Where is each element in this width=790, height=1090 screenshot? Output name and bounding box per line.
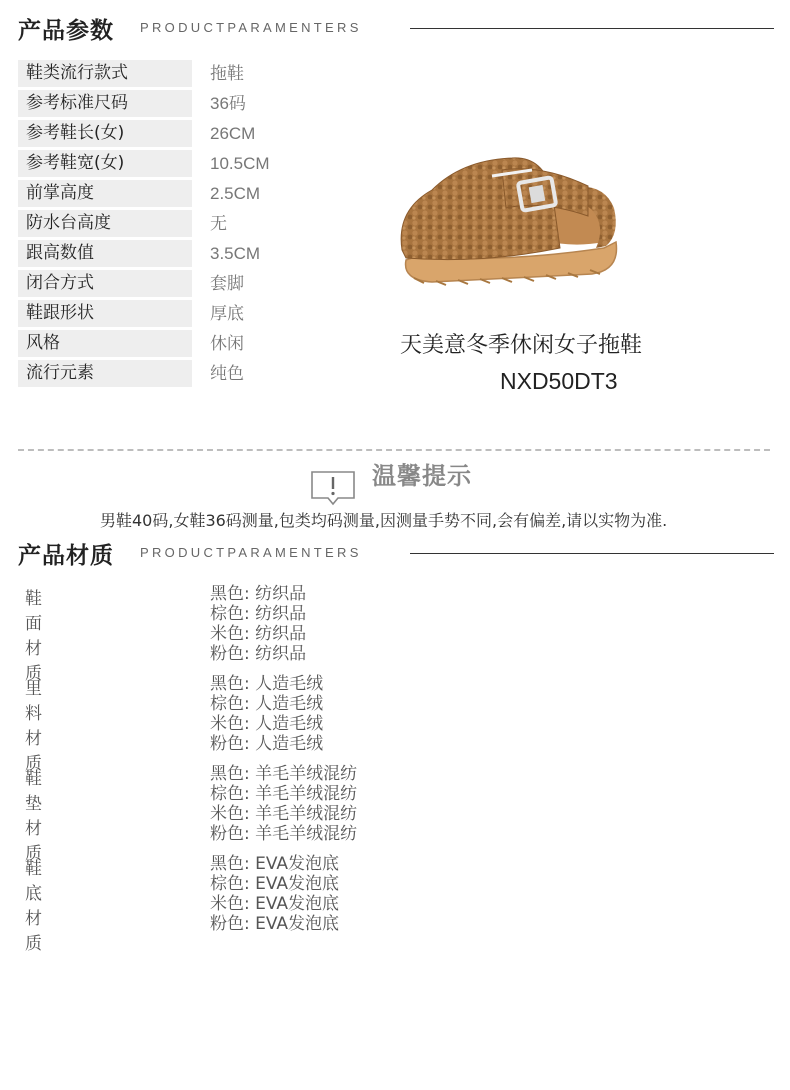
param-key: 防水台高度 xyxy=(18,210,192,237)
material-value: 棕色: 羊毛羊绒混纺 xyxy=(210,784,358,804)
param-row xyxy=(18,300,358,330)
param-value: 纯色 xyxy=(210,364,244,383)
material-values xyxy=(210,854,339,934)
param-value: 36码 xyxy=(210,94,246,113)
param-value: 2.5CM xyxy=(210,184,261,203)
material-value: 粉色: 羊毛羊绒混纺 xyxy=(210,824,358,844)
param-key: 闭合方式 xyxy=(18,270,192,297)
product-code: NXD50DT3 xyxy=(500,368,618,394)
product-params-header xyxy=(18,12,774,46)
material-value: 棕色: EVA发泡底 xyxy=(210,874,340,894)
material-value: 米色: 羊毛羊绒混纺 xyxy=(210,804,358,824)
fluffy-slipper-image xyxy=(392,130,632,300)
notice-text: 男鞋40码,女鞋36码测量,包类均码测量,因测量手势不同,会有偏差,请以实物为准. xyxy=(100,511,668,530)
material-value: 米色: 纺织品 xyxy=(210,624,307,644)
section-subtitle: PRODUCTPARAMENTERS xyxy=(140,545,362,560)
material-value: 黑色: 纺织品 xyxy=(210,584,307,604)
slipper-illustration xyxy=(392,130,632,300)
param-value: 厚底 xyxy=(210,304,244,323)
param-key: 参考鞋宽(女) xyxy=(18,150,192,177)
material-value: 米色: EVA发泡底 xyxy=(210,894,340,914)
product-materials-header xyxy=(18,537,774,571)
param-row xyxy=(18,210,358,240)
param-key: 鞋跟形状 xyxy=(18,300,192,327)
dashed-divider xyxy=(18,449,770,451)
material-label: 鞋底材质 xyxy=(25,859,42,954)
material-value: 粉色: 纺织品 xyxy=(210,644,307,664)
params-table xyxy=(18,60,358,390)
product-name: 天美意冬季休闲女子拖鞋 xyxy=(400,333,643,358)
param-key: 参考鞋长(女) xyxy=(18,120,192,147)
param-key: 参考标准尺码 xyxy=(18,90,192,117)
param-row xyxy=(18,360,358,390)
material-values xyxy=(210,764,357,844)
material-label: 鞋面材质 xyxy=(25,589,42,684)
param-row xyxy=(18,120,358,150)
param-row xyxy=(18,270,358,300)
material-value: 棕色: 人造毛绒 xyxy=(210,694,324,714)
material-value: 粉色: EVA发泡底 xyxy=(210,914,340,934)
notice-title: 温馨提示 xyxy=(372,462,472,490)
material-label: 里料材质 xyxy=(25,679,42,774)
section-title: 产品参数 xyxy=(18,18,114,44)
param-row xyxy=(18,330,358,360)
section-title: 产品材质 xyxy=(18,543,114,569)
header-rule xyxy=(410,28,774,29)
param-row xyxy=(18,180,358,210)
param-value: 套脚 xyxy=(210,274,244,293)
param-key: 流行元素 xyxy=(18,360,192,387)
param-value: 拖鞋 xyxy=(210,64,244,83)
param-row xyxy=(18,90,358,120)
param-value: 休闲 xyxy=(210,334,244,353)
param-key: 鞋类流行款式 xyxy=(18,60,192,87)
material-value: 黑色: EVA发泡底 xyxy=(210,854,340,874)
material-value: 粉色: 人造毛绒 xyxy=(210,734,324,754)
param-key: 跟高数值 xyxy=(18,240,192,267)
param-value: 无 xyxy=(210,214,227,233)
material-value: 黑色: 羊毛羊绒混纺 xyxy=(210,764,358,784)
material-label: 鞋垫材质 xyxy=(25,769,42,864)
param-row xyxy=(18,150,358,180)
param-key: 风格 xyxy=(18,330,192,357)
param-value: 26CM xyxy=(210,124,256,143)
material-values xyxy=(210,674,323,754)
param-row xyxy=(18,60,358,90)
material-value: 棕色: 纺织品 xyxy=(210,604,307,624)
param-value: 3.5CM xyxy=(210,244,261,263)
material-values xyxy=(210,584,306,664)
material-value: 黑色: 人造毛绒 xyxy=(210,674,324,694)
header-rule xyxy=(410,553,774,554)
section-subtitle: PRODUCTPARAMENTERS xyxy=(140,20,362,35)
material-value: 米色: 人造毛绒 xyxy=(210,714,324,734)
param-key: 前掌高度 xyxy=(18,180,192,207)
param-row xyxy=(18,240,358,270)
warning-speech-icon xyxy=(310,470,356,506)
param-value: 10.5CM xyxy=(210,154,270,173)
